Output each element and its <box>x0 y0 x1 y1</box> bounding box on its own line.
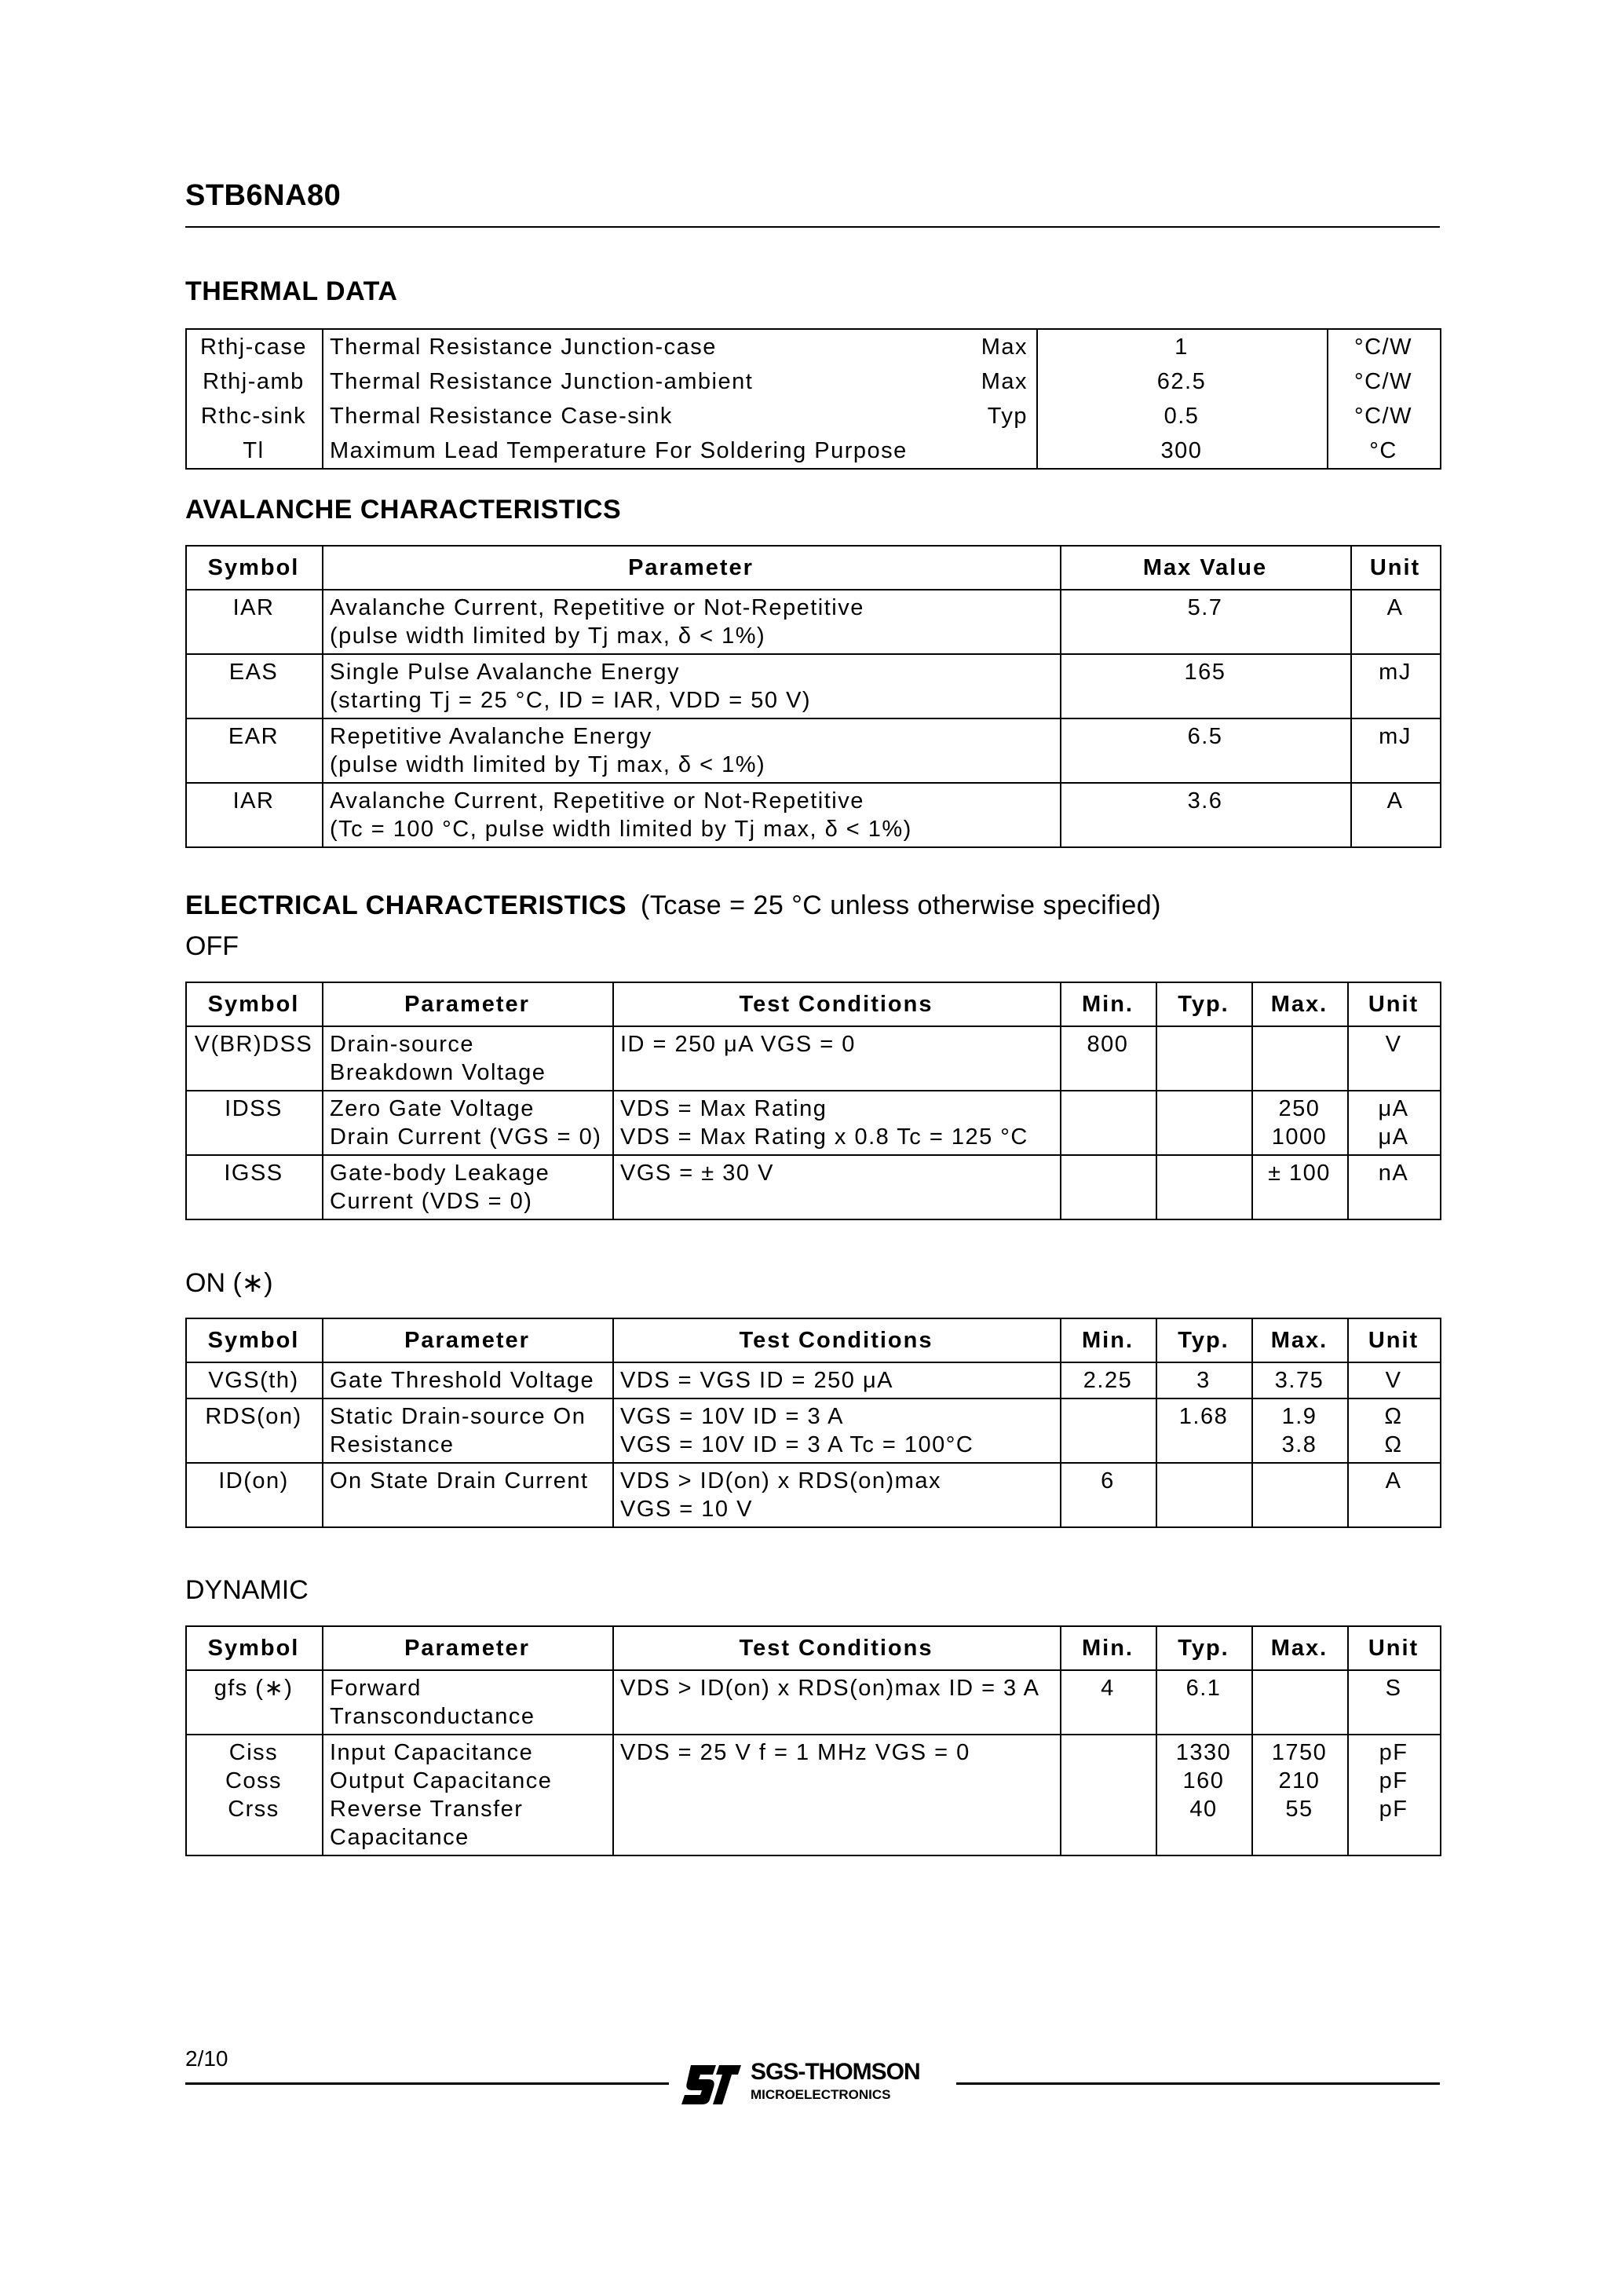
page-number: 2/10 <box>185 2046 228 2071</box>
value-cell: 1 <box>1037 329 1328 364</box>
brand-logo <box>680 2057 947 2109</box>
column-header: Typ. <box>1156 1626 1252 1670</box>
parameter-cell: Thermal Resistance Junction-case <box>323 329 1037 364</box>
parameter-cell: Gate Threshold Voltage <box>323 1362 613 1398</box>
table-row <box>186 1670 1441 1735</box>
symbol-cell: gfs (∗) <box>186 1670 323 1735</box>
symbol-cell: V(BR)DSS <box>186 1026 323 1091</box>
column-header: Parameter <box>323 982 613 1026</box>
symbol-cell: IDSS <box>186 1091 323 1155</box>
unit-cell: mJ <box>1351 654 1441 718</box>
max-cell <box>1252 1670 1348 1735</box>
min-cell: 2.25 <box>1061 1362 1156 1398</box>
max-cell <box>1252 1026 1348 1091</box>
footer-rule-left <box>185 2082 669 2085</box>
symbol-cell: Rthj-amb <box>186 364 323 399</box>
max-cell <box>1252 1463 1348 1527</box>
value-cell: 62.5 <box>1037 364 1328 399</box>
electrical-note: (Tcase = 25 °C unless otherwise specified) <box>641 890 1161 920</box>
column-header: Unit <box>1348 982 1441 1026</box>
parameter-cell: Zero Gate Voltage Drain Current (VGS = 0) <box>323 1091 613 1155</box>
page-title: STB6NA80 <box>185 179 342 212</box>
value-cell: 300 <box>1037 433 1328 469</box>
column-header: Unit <box>1351 546 1441 590</box>
symbol-cell: EAR <box>186 718 323 783</box>
symbol-cell: IGSS <box>186 1155 323 1219</box>
max-cell: 1.9 3.8 <box>1252 1398 1348 1463</box>
column-header: Parameter <box>323 1626 613 1670</box>
conditions-cell: VGS = ± 30 V <box>613 1155 1061 1219</box>
parameter-cell: Avalanche Current, Repetitive or Not-Repetitive (Tc = 100 °C, pulse width limited by Tj max, δ < 1%) <box>323 783 1061 847</box>
column-header: Test Conditions <box>613 1626 1061 1670</box>
column-header: Max. <box>1252 1318 1348 1362</box>
value-cell: 165 <box>1061 654 1351 718</box>
typ-cell: 3 <box>1156 1362 1252 1398</box>
electrical-section-title <box>185 890 1161 921</box>
brand-name: SGS-THOMSON <box>751 2059 920 2085</box>
qualifier-label: Max <box>981 335 1028 360</box>
value-cell: 5.7 <box>1061 590 1351 654</box>
symbol-cell: Tl <box>186 433 323 469</box>
conditions-cell: VDS = 25 V f = 1 MHz VGS = 0 <box>613 1735 1061 1855</box>
parameter-cell: Avalanche Current, Repetitive or Not-Repetitive (pulse width limited by Tj max, δ < 1%) <box>323 590 1061 654</box>
table-row <box>186 1735 1441 1855</box>
column-header: Symbol <box>186 546 323 590</box>
column-header: Test Conditions <box>613 982 1061 1026</box>
column-header: Typ. <box>1156 982 1252 1026</box>
typ-cell <box>1156 1091 1252 1155</box>
table-row <box>186 1091 1441 1155</box>
min-cell: 800 <box>1061 1026 1156 1091</box>
typ-cell <box>1156 1026 1252 1091</box>
on-table <box>185 1318 1441 1528</box>
on-title: ON (∗) <box>185 1268 273 1298</box>
column-header: Max. <box>1252 982 1348 1026</box>
column-header: Parameter <box>323 546 1061 590</box>
parameter-cell: Drain-source Breakdown Voltage <box>323 1026 613 1091</box>
parameter-cell: Thermal Resistance Junction-ambient <box>323 364 1037 399</box>
column-header: Max Value <box>1061 546 1351 590</box>
min-cell <box>1061 1398 1156 1463</box>
column-header: Unit <box>1348 1318 1441 1362</box>
symbol-cell: Rthj-case <box>186 329 323 364</box>
qualifier-label: Typ <box>987 404 1028 429</box>
unit-cell: nA <box>1348 1155 1441 1219</box>
table-row <box>186 783 1441 847</box>
max-cell: 250 1000 <box>1252 1091 1348 1155</box>
unit-cell: A <box>1348 1463 1441 1527</box>
column-header: Min. <box>1061 982 1156 1026</box>
value-cell: 0.5 <box>1037 399 1328 433</box>
column-header: Min. <box>1061 1626 1156 1670</box>
table-row <box>186 1398 1441 1463</box>
off-table <box>185 982 1441 1220</box>
unit-cell: A <box>1351 783 1441 847</box>
column-header: Symbol <box>186 1626 323 1670</box>
min-cell <box>1061 1091 1156 1155</box>
qualifier-label: Max <box>981 369 1028 394</box>
table-row <box>186 1026 1441 1091</box>
st-logo-icon <box>680 2062 743 2106</box>
dynamic-title: DYNAMIC <box>185 1575 309 1605</box>
unit-cell: μA μA <box>1348 1091 1441 1155</box>
brand-subtitle: MICROELECTRONICS <box>751 2087 891 2102</box>
parameter-cell: Input Capacitance Output Capacitance Reverse Transfer Capacitance <box>323 1735 613 1855</box>
parameter-cell: Maximum Lead Temperature For Soldering Purpose <box>323 433 1037 469</box>
symbol-cell: EAS <box>186 654 323 718</box>
column-header: Typ. <box>1156 1318 1252 1362</box>
max-cell: 3.75 <box>1252 1362 1348 1398</box>
symbol-cell: Ciss Coss Crss <box>186 1735 323 1855</box>
unit-cell: °C/W <box>1328 399 1441 433</box>
unit-cell: °C/W <box>1328 329 1441 364</box>
column-header: Test Conditions <box>613 1318 1061 1362</box>
conditions-cell: VDS = Max Rating VDS = Max Rating x 0.8 Tc = 125 °C <box>613 1091 1061 1155</box>
column-header: Unit <box>1348 1626 1441 1670</box>
column-header: Symbol <box>186 1318 323 1362</box>
symbol-cell: VGS(th) <box>186 1362 323 1398</box>
table-row <box>186 364 1441 399</box>
footer-rule-right <box>956 2082 1440 2085</box>
table-row <box>186 399 1441 433</box>
typ-cell <box>1156 1155 1252 1219</box>
column-header: Symbol <box>186 982 323 1026</box>
thermal-table <box>185 328 1441 470</box>
conditions-cell: VGS = 10V ID = 3 A VGS = 10V ID = 3 A Tc = 100°C <box>613 1398 1061 1463</box>
symbol-cell: Rthc-sink <box>186 399 323 433</box>
symbol-cell: IAR <box>186 590 323 654</box>
table-row <box>186 718 1441 783</box>
unit-cell: mJ <box>1351 718 1441 783</box>
unit-cell: pF pF pF <box>1348 1735 1441 1855</box>
electrical-title: ELECTRICAL CHARACTERISTICS <box>185 890 627 920</box>
column-header: Max. <box>1252 1626 1348 1670</box>
unit-cell: Ω Ω <box>1348 1398 1441 1463</box>
table-row <box>186 1463 1441 1527</box>
table-row <box>186 590 1441 654</box>
symbol-cell: ID(on) <box>186 1463 323 1527</box>
max-cell: 1750 210 55 <box>1252 1735 1348 1855</box>
typ-cell: 1.68 <box>1156 1398 1252 1463</box>
table-row <box>186 329 1441 364</box>
parameter-cell: Forward Transconductance <box>323 1670 613 1735</box>
unit-cell: A <box>1351 590 1441 654</box>
column-header: Min. <box>1061 1318 1156 1362</box>
min-cell <box>1061 1155 1156 1219</box>
unit-cell: V <box>1348 1362 1441 1398</box>
column-header: Parameter <box>323 1318 613 1362</box>
typ-cell: 6.1 <box>1156 1670 1252 1735</box>
min-cell: 4 <box>1061 1670 1156 1735</box>
parameter-cell: On State Drain Current <box>323 1463 613 1527</box>
conditions-cell: VDS > ID(on) x RDS(on)max ID = 3 A <box>613 1670 1061 1735</box>
unit-cell: °C/W <box>1328 364 1441 399</box>
thermal-section-title: THERMAL DATA <box>185 276 398 306</box>
off-title: OFF <box>185 931 239 961</box>
conditions-cell: VDS = VGS ID = 250 μA <box>613 1362 1061 1398</box>
parameter-cell: Single Pulse Avalanche Energy (starting Tj = 25 °C, ID = IAR, VDD = 50 V) <box>323 654 1061 718</box>
max-cell: ± 100 <box>1252 1155 1348 1219</box>
unit-cell: V <box>1348 1026 1441 1091</box>
parameter-cell: Static Drain-source On Resistance <box>323 1398 613 1463</box>
conditions-cell: VDS > ID(on) x RDS(on)max VGS = 10 V <box>613 1463 1061 1527</box>
avalanche-table <box>185 545 1441 848</box>
table-row <box>186 654 1441 718</box>
unit-cell: °C <box>1328 433 1441 469</box>
min-cell: 6 <box>1061 1463 1156 1527</box>
symbol-cell: IAR <box>186 783 323 847</box>
typ-cell: 1330 160 40 <box>1156 1735 1252 1855</box>
value-cell: 6.5 <box>1061 718 1351 783</box>
parameter-cell: Thermal Resistance Case-sink <box>323 399 1037 433</box>
table-row <box>186 1362 1441 1398</box>
table-row <box>186 433 1441 469</box>
title-rule <box>185 226 1440 228</box>
value-cell: 3.6 <box>1061 783 1351 847</box>
unit-cell: S <box>1348 1670 1441 1735</box>
conditions-cell: ID = 250 μA VGS = 0 <box>613 1026 1061 1091</box>
min-cell <box>1061 1735 1156 1855</box>
parameter-cell: Repetitive Avalanche Energy (pulse width limited by Tj max, δ < 1%) <box>323 718 1061 783</box>
avalanche-section-title: AVALANCHE CHARACTERISTICS <box>185 495 622 525</box>
typ-cell <box>1156 1463 1252 1527</box>
symbol-cell: RDS(on) <box>186 1398 323 1463</box>
dynamic-table <box>185 1625 1441 1856</box>
table-row <box>186 1155 1441 1219</box>
parameter-cell: Gate-body Leakage Current (VDS = 0) <box>323 1155 613 1219</box>
